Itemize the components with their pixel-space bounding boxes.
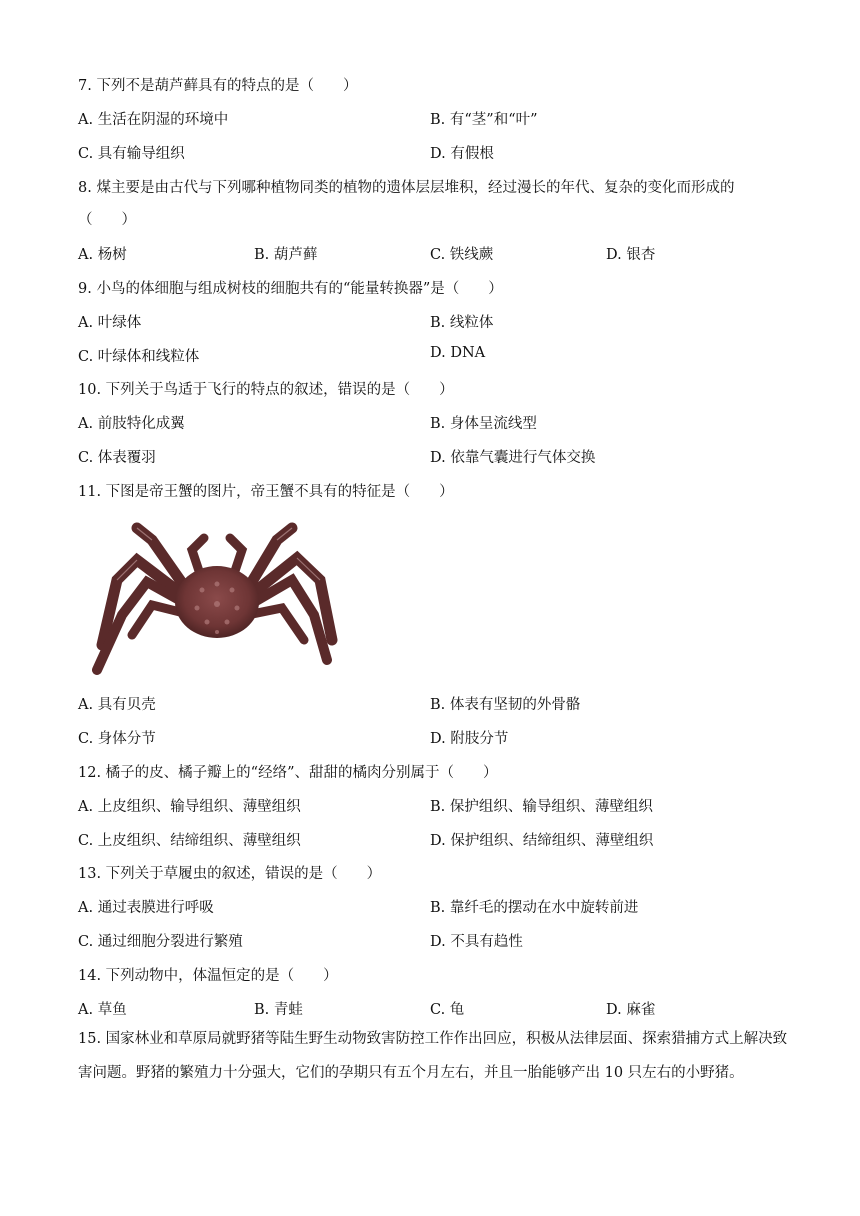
question-15-stem: 15. 国家林业和草原局就野猪等陆生野生动物致害防控工作作出回应，积极从法律层面、探索猎捕方式上解决致害问题。野猪的繁殖力十分强大，它们的孕期只有五个月左右，并且一胎能够产出 10 只左右的小野猪。 <box>78 1031 788 1081</box>
question-11-stem: 11. 下图是帝王蟹的图片，帝王蟹不具有的特征是（ ） <box>78 484 454 500</box>
q10-option-b: B. 身体呈流线型 <box>430 416 537 432</box>
q8-option-b: B. 葫芦藓 <box>254 247 318 263</box>
question-13-stem: 13. 下列关于草履虫的叙述，错误的是（ ） <box>78 866 382 882</box>
q13-option-d: D. 不具有趋性 <box>430 934 523 950</box>
q7-option-a: A. 生活在阴湿的环境中 <box>78 112 229 128</box>
question-8-stem-continued: （ ） <box>78 212 136 228</box>
q7-option-d: D. 有假根 <box>430 146 494 162</box>
q14-option-a: A. 草鱼 <box>78 1002 127 1018</box>
q13-option-c: C. 通过细胞分裂进行繁殖 <box>78 934 243 950</box>
q14-option-c: C. 龟 <box>430 1002 465 1018</box>
q12-option-a: A. 上皮组织、输导组织、薄壁组织 <box>78 799 301 815</box>
q14-option-b: B. 青蛙 <box>254 1002 303 1018</box>
q7-option-c: C. 具有输导组织 <box>78 146 185 162</box>
q10-option-a: A. 前肢特化成翼 <box>78 416 185 432</box>
q12-option-b: B. 保护组织、输导组织、薄壁组织 <box>430 799 653 815</box>
q9-option-c: C. 叶绿体和线粒体 <box>78 349 200 365</box>
q11-option-b: B. 体表有坚韧的外骨骼 <box>430 697 581 713</box>
question-8-stem: 8. 煤主要是由古代与下列哪种植物同类的植物的遗体层层堆积，经过漫长的年代、复杂的变化而形成的 <box>78 180 735 196</box>
q12-option-c: C. 上皮组织、结缔组织、薄壁组织 <box>78 833 301 849</box>
q9-option-a: A. 叶绿体 <box>78 315 142 331</box>
question-10-stem: 10. 下列关于鸟适于飞行的特点的叙述，错误的是（ ） <box>78 382 454 398</box>
q9-option-d: D. DNA <box>430 345 486 361</box>
q11-option-c: C. 身体分节 <box>78 731 156 747</box>
question-9-stem: 9. 小鸟的体细胞与组成树枝的细胞共有的“能量转换器”是（ ） <box>78 281 503 297</box>
q14-option-d: D. 麻雀 <box>606 1002 656 1018</box>
q8-option-d: D. 银杏 <box>606 247 656 263</box>
q13-option-b: B. 靠纤毛的摆动在水中旋转前进 <box>430 900 639 916</box>
q10-option-d: D. 依靠气囊进行气体交换 <box>430 450 596 466</box>
question-12-stem: 12. 橘子的皮、橘子瓣上的“经络”、甜甜的橘肉分别属于（ ） <box>78 765 498 781</box>
q8-option-c: C. 铁线蕨 <box>430 247 494 263</box>
q9-option-b: B. 线粒体 <box>430 315 494 331</box>
q7-option-b: B. 有“茎”和“叶” <box>430 112 538 128</box>
q11-option-d: D. 附肢分节 <box>430 731 509 747</box>
question-7-stem: 7. 下列不是葫芦藓具有的特点的是（ ） <box>78 78 358 94</box>
q13-option-a: A. 通过表膜进行呼吸 <box>78 900 214 916</box>
q11-option-a: A. 具有贝壳 <box>78 697 156 713</box>
q12-option-d: D. 保护组织、结缔组织、薄壁组织 <box>430 833 654 849</box>
question-14-stem: 14. 下列动物中，体温恒定的是（ ） <box>78 968 338 984</box>
q10-option-c: C. 体表覆羽 <box>78 450 156 466</box>
q8-option-a: A. 杨树 <box>78 247 127 263</box>
king-crab-image <box>92 520 342 680</box>
